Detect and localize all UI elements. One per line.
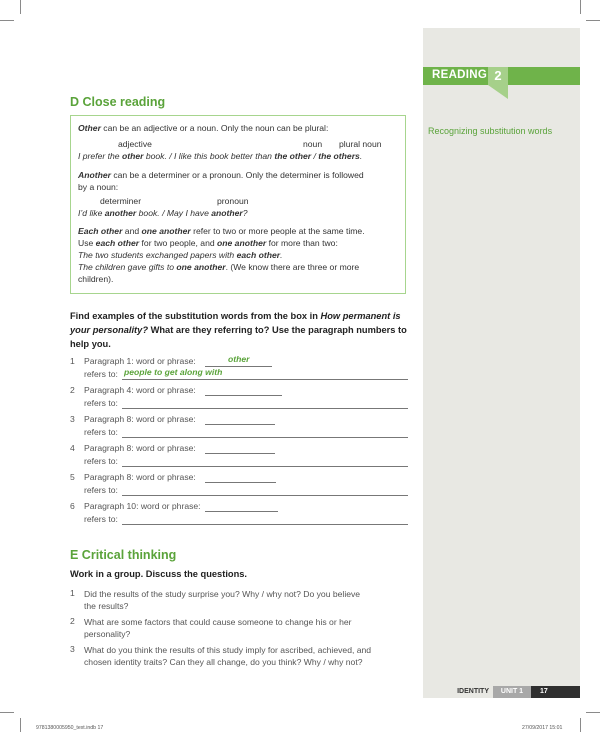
item-refers-label: refers to: bbox=[84, 398, 118, 408]
item-label: Paragraph 4: word or phrase: bbox=[84, 385, 196, 395]
answer-refers: people to get along with bbox=[124, 367, 223, 377]
crop-mark bbox=[20, 0, 21, 14]
answer-line[interactable] bbox=[205, 395, 282, 396]
page-number: 17 bbox=[531, 686, 580, 698]
sidebar-note: Recognizing substitution words bbox=[428, 126, 553, 136]
box-line: Other can be an adjective or a noun. Only the noun can be plural: bbox=[78, 123, 329, 133]
section-e-instruction: Work in a group. Discuss the questions. bbox=[70, 569, 248, 579]
answer-line[interactable] bbox=[205, 511, 278, 512]
item-number: 3 bbox=[70, 414, 75, 424]
item-label: Paragraph 8: word or phrase: bbox=[84, 443, 196, 453]
crop-mark bbox=[0, 20, 14, 21]
box-line: children). bbox=[78, 274, 114, 284]
question-number: 2 bbox=[70, 616, 75, 626]
discussion-question bbox=[84, 644, 404, 668]
item-number: 5 bbox=[70, 472, 75, 482]
label-plural-noun: plural noun bbox=[339, 139, 382, 149]
reading-tab-tail bbox=[488, 85, 508, 99]
box-example: The children gave gifts to one another. (We know there are three or more bbox=[78, 262, 360, 272]
item-label: Paragraph 8: word or phrase: bbox=[84, 472, 196, 482]
box-example: I prefer the other book. / I like this book better than the other / the others. bbox=[78, 151, 363, 161]
answer-line[interactable] bbox=[122, 379, 408, 380]
section-d-instruction: Find examples of the substitution words from the box in How permanent is your personality? What are they referring to? Use the paragraph numbers to help you. bbox=[70, 311, 407, 349]
answer-line[interactable] bbox=[205, 453, 275, 454]
box-line: by a noun: bbox=[78, 182, 119, 192]
discussion-question bbox=[84, 616, 404, 640]
question-line: the results? bbox=[84, 601, 129, 611]
item-label: Paragraph 1: word or phrase: bbox=[84, 356, 196, 366]
slug-left: 9781380005950_text.indb 17 bbox=[36, 725, 104, 731]
item-label: Paragraph 8: word or phrase: bbox=[84, 414, 196, 424]
answer-line[interactable] bbox=[122, 437, 408, 438]
item-refers-label: refers to: bbox=[84, 485, 118, 495]
item-number: 2 bbox=[70, 385, 75, 395]
answer-line[interactable] bbox=[122, 495, 408, 496]
item-refers-label: refers to: bbox=[84, 369, 118, 379]
question-line: personality? bbox=[84, 629, 131, 639]
crop-mark bbox=[586, 712, 600, 713]
box-line: Each other and one another refer to two or more people at the same time. bbox=[78, 226, 365, 236]
discussion-question bbox=[84, 588, 404, 612]
label-adjective: adjective bbox=[118, 139, 152, 149]
question-number: 1 bbox=[70, 588, 75, 598]
answer-line[interactable] bbox=[122, 524, 408, 525]
section-d-title: D Close reading bbox=[70, 95, 166, 109]
answer-line[interactable] bbox=[205, 482, 276, 483]
crop-mark bbox=[0, 712, 14, 713]
label-pronoun: pronoun bbox=[217, 196, 249, 206]
box-example: The two students exchanged papers with each other. bbox=[78, 250, 283, 260]
reading-number: 2 bbox=[488, 67, 508, 85]
label-noun: noun bbox=[303, 139, 323, 149]
item-refers-label: refers to: bbox=[84, 456, 118, 466]
box-example: I’d like another book. / May I have another? bbox=[78, 208, 248, 218]
sidebar-pointer bbox=[410, 116, 422, 132]
item-refers-label: refers to: bbox=[84, 427, 118, 437]
crop-mark bbox=[20, 718, 21, 732]
item-refers-label: refers to: bbox=[84, 514, 118, 524]
question-line: What are some factors that could cause someone to change his or her bbox=[84, 617, 352, 627]
item-label: Paragraph 10: word or phrase: bbox=[84, 501, 201, 511]
crop-mark bbox=[586, 20, 600, 21]
box-line: Use each other for two people, and one another for more than two: bbox=[78, 238, 338, 248]
footer-unit: UNIT 1 bbox=[493, 686, 531, 698]
answer-line[interactable] bbox=[122, 466, 408, 467]
item-number: 6 bbox=[70, 501, 75, 511]
crop-mark bbox=[580, 0, 581, 14]
answer-word: other bbox=[228, 354, 250, 364]
item-number: 4 bbox=[70, 443, 75, 453]
box-line: Another can be a determiner or a pronoun. Only the determiner is followed bbox=[78, 170, 364, 180]
label-determiner: determiner bbox=[100, 196, 142, 206]
question-line: chosen identity traits? Can they all change, do you think? Why / why not? bbox=[84, 657, 363, 667]
question-number: 3 bbox=[70, 644, 75, 654]
section-e-title: E Critical thinking bbox=[70, 548, 177, 562]
reading-label: READING bbox=[432, 69, 488, 81]
question-line: Did the results of the study surprise you? Why / why not? Do you believe bbox=[84, 589, 361, 599]
answer-line[interactable] bbox=[122, 408, 408, 409]
answer-line[interactable] bbox=[205, 424, 275, 425]
question-line: What do you think the results of this study imply for ascribed, achieved, and bbox=[84, 645, 372, 655]
item-number: 1 bbox=[70, 356, 75, 366]
footer-identity: IDENTITY bbox=[423, 686, 493, 698]
slug-right: 27/09/2017 15:01 bbox=[522, 725, 563, 731]
crop-mark bbox=[580, 718, 581, 732]
